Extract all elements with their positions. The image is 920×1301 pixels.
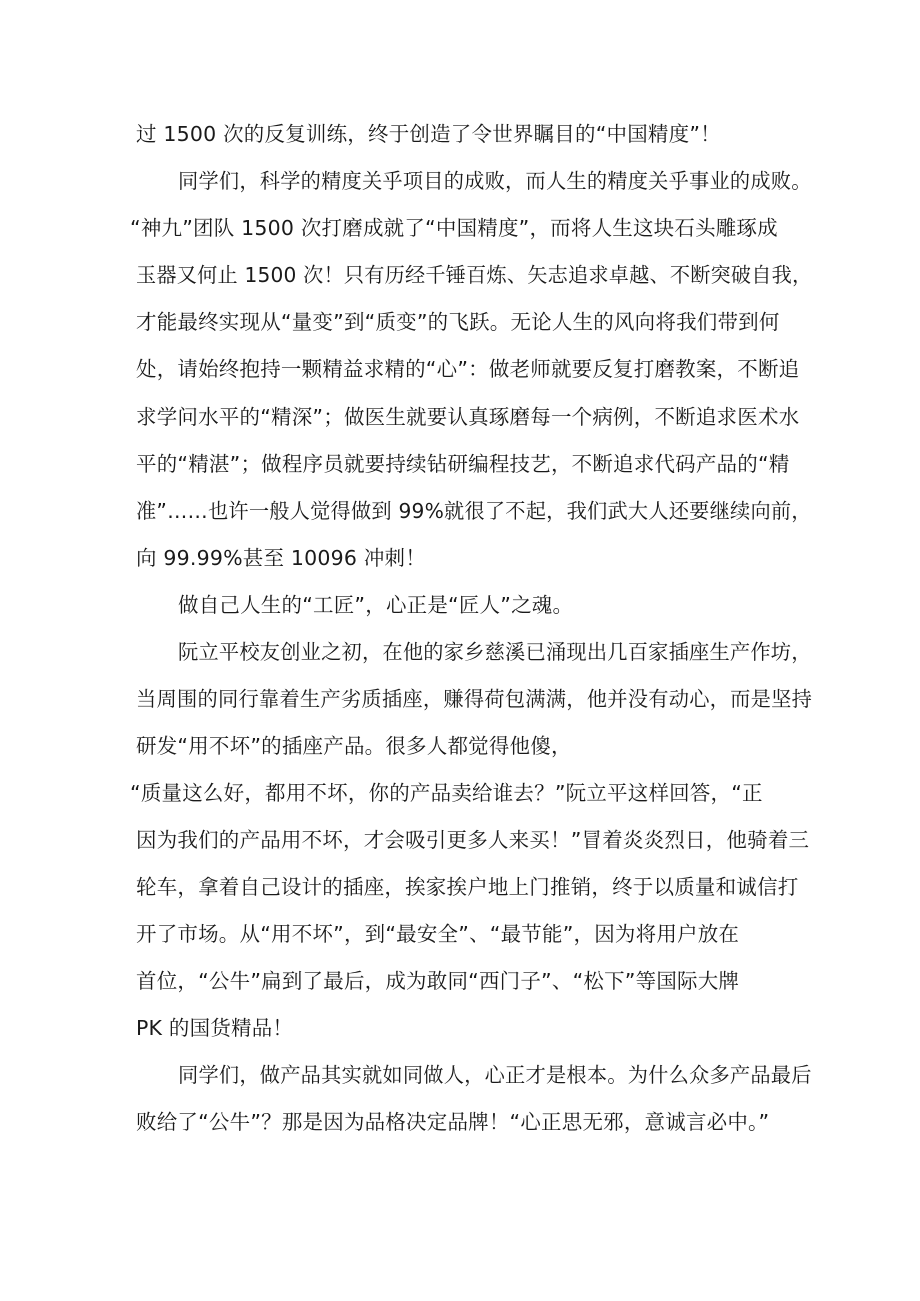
text-line-20: PK 的国货精品！ <box>136 1016 294 1040</box>
text-line-6: 处，请始终抱持一颗精益求精的“心”：做老师就要反复打磨教案，不断追 <box>136 357 800 381</box>
text-line-5: 才能最终实现从“量变”到“质变”的飞跃。无论人生的风向将我们带到何 <box>136 310 780 334</box>
text-line-4: 玉器又何止 1500 次！只有历经千锤百炼、矢志追求卓越、不断突破自我， <box>136 263 813 287</box>
text-line-12: 阮立平校友创业之初，在他的家乡慈溪已涌现出几百家插座生产作坊， <box>178 640 812 664</box>
text-line-3: “神九”团队 1500 次打磨成就了“中国精度”，而将人生这块石头雕琢成 <box>130 216 778 240</box>
text-line-15: “质量这么好，都用不坏，你的产品卖给谁去？”阮立平这样回答，“正 <box>130 781 763 805</box>
text-line-18: 开了市场。从“用不坏”，到“最安全”、“最节能”，因为将用户放在 <box>136 922 740 946</box>
text-line-19: 首位，“公牛”扁到了最后，成为敢同“西门子”、“松下”等国际大牌 <box>136 969 740 993</box>
text-line-22: 败给了“公牛”？那是因为品格决定品牌！“心正思无邪，意诚言必中。” <box>136 1110 770 1134</box>
text-line-9: 准”……也许一般人觉得做到 99%就很了不起，我们武大人还要继续向前， <box>136 499 812 523</box>
text-line-17: 轮车，拿着自己设计的插座，挨家挨户地上门推销，终于以质量和诚信打 <box>136 875 799 899</box>
text-line-21: 同学们，做产品其实就如同做人，心正才是根本。为什么众多产品最后 <box>178 1063 812 1087</box>
text-line-16: 因为我们的产品用不坏，才会吸引更多人来买！”冒着炎炎烈日，他骑着三 <box>136 828 810 852</box>
text-line-2: 同学们，科学的精度关乎项目的成败，而人生的精度关乎事业的成败。 <box>178 169 812 193</box>
text-line-8: 平的“精湛”；做程序员就要持续钻研编程技艺，不断追求代码产品的“精 <box>136 452 790 476</box>
text-line-14: 研发“用不坏”的插座产品。很多人都觉得他傻， <box>136 734 572 758</box>
text-line-1: 过 1500 次的反复训练，终于创造了令世界瞩目的“中国精度”！ <box>136 122 721 146</box>
text-line-11: 做自己人生的“工匠”，心正是“匠人”之魂。 <box>178 593 574 617</box>
text-line-10: 向 99.99%甚至 10096 冲刺！ <box>136 546 426 570</box>
text-line-7: 求学问水平的“精深”；做医生就要认真琢磨每一个病例，不断追求医术水 <box>136 405 800 429</box>
text-line-13: 当周围的同行靠着生产劣质插座，赚得荷包满满，他并没有动心，而是坚持 <box>136 687 813 711</box>
